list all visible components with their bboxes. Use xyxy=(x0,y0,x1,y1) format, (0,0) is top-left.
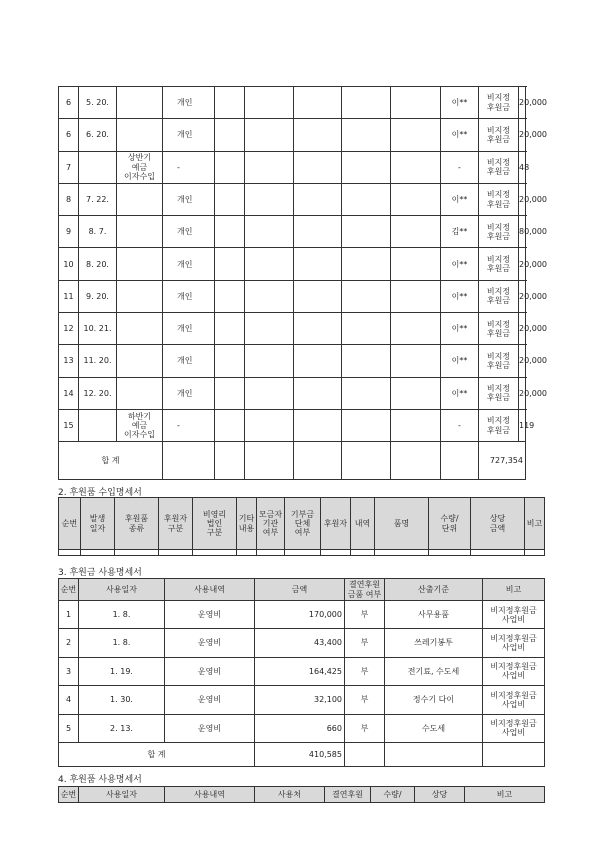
empty-cell xyxy=(321,550,351,556)
empty-cell xyxy=(525,550,545,556)
row-fund-type: 비지정 후원금 xyxy=(479,183,519,215)
row-date: 10. 21. xyxy=(79,313,117,345)
row-empty-cell xyxy=(391,119,441,151)
row-donor-name: 김** xyxy=(441,216,479,248)
row-amount: 20,000 xyxy=(519,345,526,377)
row-empty-cell xyxy=(245,377,294,409)
row-donor-type: 개인 xyxy=(163,119,215,151)
row-empty-cell xyxy=(294,119,342,151)
row-empty-cell xyxy=(294,280,342,312)
empty-cell xyxy=(429,550,471,556)
table-row xyxy=(59,313,526,345)
row-empty-cell xyxy=(391,313,441,345)
row-sponsorship-flag: 부 xyxy=(345,629,385,657)
row-donor-name: - xyxy=(441,409,479,441)
row-number: 6 xyxy=(59,119,79,151)
row-empty-cell xyxy=(245,409,294,441)
row-basis: 정수기 다이 xyxy=(385,686,483,714)
row-empty-cell xyxy=(215,87,245,119)
row-basis: 전기료, 수도세 xyxy=(385,657,483,685)
column-header: 비고 xyxy=(525,498,545,550)
row-category xyxy=(117,216,163,248)
row-fund-type: 비지정 후원금 xyxy=(479,377,519,409)
row-empty-cell xyxy=(342,313,391,345)
row-empty-cell xyxy=(294,409,342,441)
row-number: 12 xyxy=(59,313,79,345)
empty-cell xyxy=(193,550,237,556)
row-donor-name: 이** xyxy=(441,313,479,345)
column-header: 내역 xyxy=(351,498,375,550)
row-empty-cell xyxy=(391,216,441,248)
table-row xyxy=(59,280,526,312)
row-date: 8. 20. xyxy=(79,248,117,280)
row-category xyxy=(117,119,163,151)
column-header: 후원자 xyxy=(321,498,351,550)
row-amount: 660 xyxy=(255,714,345,742)
row-category xyxy=(117,313,163,345)
row-sponsorship-flag: 부 xyxy=(345,601,385,629)
column-header: 산출기준 xyxy=(385,579,483,601)
row-amount: 20,000 xyxy=(519,377,526,409)
column-header: 기부금 단체 여부 xyxy=(285,498,321,550)
row-empty-cell xyxy=(342,345,391,377)
column-header: 순번 xyxy=(59,579,79,601)
donation-usage-table xyxy=(58,578,545,767)
row-empty-cell xyxy=(391,280,441,312)
income-total-amount: 727,354 xyxy=(479,442,526,480)
row-amount: 170,000 xyxy=(255,601,345,629)
column-header: 수량/ xyxy=(371,787,415,803)
table-row xyxy=(59,601,545,629)
row-donor-type: 개인 xyxy=(163,87,215,119)
row-date xyxy=(79,409,117,441)
row-category xyxy=(117,345,163,377)
table-row xyxy=(59,151,526,183)
column-header: 비고 xyxy=(465,787,545,803)
row-empty-cell xyxy=(215,345,245,377)
empty-cell xyxy=(59,550,81,556)
column-header: 비영리 법인 구분 xyxy=(193,498,237,550)
row-category xyxy=(117,377,163,409)
column-header: 사용일자 xyxy=(79,579,165,601)
donation-goods-income-table xyxy=(58,497,545,556)
row-empty-cell xyxy=(294,377,342,409)
row-empty-cell xyxy=(245,216,294,248)
row-date: 8. 7. xyxy=(79,216,117,248)
column-header: 상당 금액 xyxy=(471,498,525,550)
row-empty-cell xyxy=(342,87,391,119)
row-empty-cell xyxy=(342,183,391,215)
row-empty-cell xyxy=(245,119,294,151)
row-number: 8 xyxy=(59,183,79,215)
row-number: 11 xyxy=(59,280,79,312)
row-amount: 80,000 xyxy=(519,216,526,248)
row-amount: 20,000 xyxy=(519,87,526,119)
row-date: 7. 22. xyxy=(79,183,117,215)
row-empty-cell xyxy=(215,377,245,409)
row-basis: 사무용품 xyxy=(385,601,483,629)
empty-cell xyxy=(159,550,193,556)
table-row xyxy=(59,629,545,657)
row-empty-cell xyxy=(215,216,245,248)
row-fund-type: 비지정 후원금 xyxy=(479,248,519,280)
row-amount: 164,425 xyxy=(255,657,345,685)
table-row xyxy=(59,183,526,215)
column-header: 품명 xyxy=(375,498,429,550)
row-category xyxy=(117,248,163,280)
row-empty-cell xyxy=(294,87,342,119)
row-date: 12. 20. xyxy=(79,377,117,409)
column-header: 결연후원 금품 여부 xyxy=(345,579,385,601)
row-number: 6 xyxy=(59,87,79,119)
table-row xyxy=(59,87,526,119)
row-description: 운영비 xyxy=(165,601,255,629)
row-fund-type: 비지정 후원금 xyxy=(479,313,519,345)
row-empty-cell xyxy=(294,345,342,377)
row-empty-cell xyxy=(391,151,441,183)
row-empty-cell xyxy=(342,151,391,183)
row-note: 비지정후원금 사업비 xyxy=(483,714,545,742)
row-date: 1. 30. xyxy=(79,686,165,714)
row-empty-cell xyxy=(342,216,391,248)
row-note: 비지정후원금 사업비 xyxy=(483,629,545,657)
column-header: 사용처 xyxy=(255,787,325,803)
row-number: 13 xyxy=(59,345,79,377)
row-description: 운영비 xyxy=(165,629,255,657)
row-empty-cell xyxy=(245,313,294,345)
row-date: 1. 8. xyxy=(79,629,165,657)
row-note: 비지정후원금 사업비 xyxy=(483,601,545,629)
column-header: 금액 xyxy=(255,579,345,601)
row-date: 1. 8. xyxy=(79,601,165,629)
table-row xyxy=(59,657,545,685)
row-fund-type: 비지정 후원금 xyxy=(479,280,519,312)
empty-cell xyxy=(285,550,321,556)
row-donor-name: 이** xyxy=(441,183,479,215)
row-empty-cell xyxy=(245,345,294,377)
row-number: 14 xyxy=(59,377,79,409)
empty-cell xyxy=(351,550,375,556)
column-header: 후원자 구분 xyxy=(159,498,193,550)
row-amount: 20,000 xyxy=(519,313,526,345)
row-donor-name: 이** xyxy=(441,87,479,119)
row-sponsorship-flag: 부 xyxy=(345,657,385,685)
row-fund-type: 비지정 후원금 xyxy=(479,345,519,377)
column-header: 수량/ 단위 xyxy=(429,498,471,550)
row-donor-type: 개인 xyxy=(163,313,215,345)
row-date: 1. 19. xyxy=(79,657,165,685)
row-donor-type: - xyxy=(163,409,215,441)
row-donor-type: 개인 xyxy=(163,377,215,409)
row-fund-type: 비지정 후원금 xyxy=(479,119,519,151)
row-date: 9. 20. xyxy=(79,280,117,312)
column-header: 비고 xyxy=(483,579,545,601)
income-total-label: 합 계 xyxy=(59,442,163,480)
usage-total-amount: 410,585 xyxy=(255,742,345,766)
row-empty-cell xyxy=(342,248,391,280)
row-amount: 20,000 xyxy=(519,183,526,215)
empty-cell xyxy=(471,550,525,556)
row-number: 10 xyxy=(59,248,79,280)
table-row xyxy=(59,248,526,280)
donation-goods-usage-table xyxy=(58,786,545,803)
column-header: 순번 xyxy=(59,498,81,550)
row-number: 5 xyxy=(59,714,79,742)
row-category: 하반기 예금 이자수입 xyxy=(117,409,163,441)
table-row xyxy=(59,409,526,441)
row-amount: 32,100 xyxy=(255,686,345,714)
row-empty-cell xyxy=(215,280,245,312)
row-date: 5. 20. xyxy=(79,87,117,119)
row-basis: 수도세 xyxy=(385,714,483,742)
row-fund-type: 비지정 후원금 xyxy=(479,409,519,441)
row-fund-type: 비지정 후원금 xyxy=(479,87,519,119)
row-fund-type: 비지정 후원금 xyxy=(479,216,519,248)
row-basis: 쓰레기봉투 xyxy=(385,629,483,657)
row-empty-cell xyxy=(391,377,441,409)
row-fund-type: 비지정 후원금 xyxy=(479,151,519,183)
row-note: 비지정후원금 사업비 xyxy=(483,657,545,685)
row-empty-cell xyxy=(391,345,441,377)
row-empty-cell xyxy=(215,119,245,151)
row-empty-cell xyxy=(391,248,441,280)
row-donor-type: 개인 xyxy=(163,183,215,215)
row-number: 1 xyxy=(59,601,79,629)
row-empty-cell xyxy=(294,151,342,183)
row-amount: 20,000 xyxy=(519,280,526,312)
row-empty-cell xyxy=(391,87,441,119)
row-empty-cell xyxy=(215,409,245,441)
row-sponsorship-flag: 부 xyxy=(345,714,385,742)
row-empty-cell xyxy=(245,183,294,215)
table-row xyxy=(59,216,526,248)
row-empty-cell xyxy=(245,280,294,312)
row-empty-cell xyxy=(245,151,294,183)
empty-cell xyxy=(115,550,159,556)
row-empty-cell xyxy=(391,409,441,441)
row-category xyxy=(117,87,163,119)
row-empty-cell xyxy=(294,248,342,280)
row-description: 운영비 xyxy=(165,714,255,742)
row-description: 운영비 xyxy=(165,686,255,714)
row-donor-name: 이** xyxy=(441,377,479,409)
row-donor-type: 개인 xyxy=(163,248,215,280)
row-donor-type: - xyxy=(163,151,215,183)
row-amount: 48 xyxy=(519,151,526,183)
column-header: 기타 내용 xyxy=(237,498,257,550)
table-row xyxy=(59,377,526,409)
table-row xyxy=(59,345,526,377)
empty-cell xyxy=(81,550,115,556)
row-donor-name: 이** xyxy=(441,119,479,151)
row-empty-cell xyxy=(245,248,294,280)
column-header: 모금자 기관 여부 xyxy=(257,498,285,550)
row-donor-type: 개인 xyxy=(163,345,215,377)
row-donor-name: - xyxy=(441,151,479,183)
row-empty-cell xyxy=(294,183,342,215)
row-date: 2. 13. xyxy=(79,714,165,742)
column-header: 사용일자 xyxy=(79,787,165,803)
section-3-title: 3. 후원금 사용명세서 xyxy=(58,568,142,578)
row-number: 4 xyxy=(59,686,79,714)
row-category: 상반기 예금 이자수입 xyxy=(117,151,163,183)
row-donor-type: 개인 xyxy=(163,216,215,248)
row-empty-cell xyxy=(342,119,391,151)
row-sponsorship-flag: 부 xyxy=(345,686,385,714)
section-2-title: 2. 후원품 수입명세서 xyxy=(58,488,142,498)
table-row xyxy=(59,714,545,742)
row-number: 9 xyxy=(59,216,79,248)
row-note: 비지정후원금 사업비 xyxy=(483,686,545,714)
column-header: 사용내역 xyxy=(165,787,255,803)
row-date: 11. 20. xyxy=(79,345,117,377)
column-header: 상당 xyxy=(415,787,465,803)
row-amount: 43,400 xyxy=(255,629,345,657)
row-number: 7 xyxy=(59,151,79,183)
row-empty-cell xyxy=(294,313,342,345)
column-header: 순번 xyxy=(59,787,79,803)
row-amount: 20,000 xyxy=(519,119,526,151)
usage-total-label: 합 계 xyxy=(59,742,255,766)
row-date: 6. 20. xyxy=(79,119,117,151)
row-empty-cell xyxy=(245,87,294,119)
row-empty-cell xyxy=(215,183,245,215)
row-number: 15 xyxy=(59,409,79,441)
row-empty-cell xyxy=(391,183,441,215)
row-number: 2 xyxy=(59,629,79,657)
table-row xyxy=(59,686,545,714)
column-header: 후원품 종류 xyxy=(115,498,159,550)
row-empty-cell xyxy=(215,313,245,345)
row-donor-type: 개인 xyxy=(163,280,215,312)
row-date xyxy=(79,151,117,183)
row-number: 3 xyxy=(59,657,79,685)
row-donor-name: 이** xyxy=(441,345,479,377)
section-4-title: 4. 후원품 사용명세서 xyxy=(58,775,142,785)
row-donor-name: 이** xyxy=(441,248,479,280)
row-empty-cell xyxy=(342,409,391,441)
column-header: 결연후원 xyxy=(325,787,371,803)
empty-cell xyxy=(257,550,285,556)
row-empty-cell xyxy=(215,151,245,183)
row-amount: 119 xyxy=(519,409,526,441)
row-category xyxy=(117,183,163,215)
row-donor-name: 이** xyxy=(441,280,479,312)
income-table xyxy=(58,86,547,480)
table-row xyxy=(59,119,526,151)
empty-cell xyxy=(237,550,257,556)
row-empty-cell xyxy=(342,377,391,409)
row-empty-cell xyxy=(294,216,342,248)
row-empty-cell xyxy=(215,248,245,280)
row-amount: 20,000 xyxy=(519,248,526,280)
row-description: 운영비 xyxy=(165,657,255,685)
row-empty-cell xyxy=(342,280,391,312)
row-category xyxy=(117,280,163,312)
column-header: 발생 일자 xyxy=(81,498,115,550)
empty-cell xyxy=(375,550,429,556)
column-header: 사용내역 xyxy=(165,579,255,601)
